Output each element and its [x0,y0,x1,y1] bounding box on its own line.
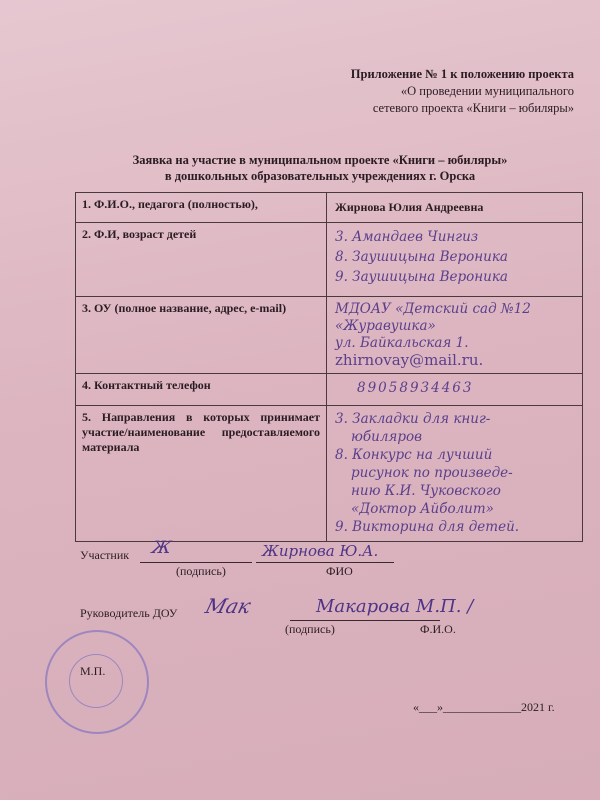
children-list [327,223,583,297]
direction-line: «Доктор Айболит» [351,501,494,517]
title-line: в дошкольных образовательных учреждениях г. Орска [164,169,476,183]
head-name-line [290,620,440,621]
name-caption: ФИО [326,564,353,578]
row-label: 5. Направления в которых принимает участие/наименование предоставляемого материала [76,406,327,542]
phone-number: 89058934463 [327,374,583,406]
stamp-emblem [69,654,123,708]
name-caption: Ф.И.О. [420,622,456,636]
head-label: Руководитель ДОУ [80,606,178,620]
signature-caption: (подпись) [176,564,226,578]
direction-line: 3. Закладки для книг- [335,411,491,427]
appendix-header [351,66,574,117]
direction-line: рисунок по произведе- [351,465,513,481]
table-row [76,297,583,374]
child-entry: 9. Заушицына Вероника [335,269,508,285]
institution-line: МДОАУ «Детский сад №12 [335,301,531,317]
date-field: «___»_____________2021 г. [413,700,555,714]
row-label: 2. Ф.И, возраст детей [76,223,327,297]
table-row [76,374,583,406]
table-row [76,406,583,542]
participant-label: Участник [80,548,130,562]
title-line: Заявка на участие в муниципальном проекте «Книги – юбиляры» [132,153,508,167]
application-table [75,192,583,542]
table-row [76,193,583,223]
header-line: Приложение № 1 к положению проекта [350,67,574,81]
participant-signature-line [140,562,252,563]
direction-line: 9. Викторина для детей. [335,519,520,535]
participant-signature: Ж [150,538,173,558]
directions-list [327,406,583,542]
institution-info [327,297,583,374]
document-title [0,152,600,184]
row-label: 4. Контактный телефон [76,374,327,406]
child-entry: 3. Амандаев Чингиз [335,229,479,245]
head-signature: Мак [202,594,254,618]
institution-email: zhirnovay@mail.ru. [335,351,484,369]
participant-name-line [256,562,394,563]
direction-line: нию К.И. Чуковского [351,483,501,499]
table-row [76,223,583,297]
child-entry: 8. Заушицына Вероника [335,249,508,265]
header-line: сетевого проекта «Книги – юбиляры» [372,101,574,115]
official-stamp [45,630,149,734]
row-label: 1. Ф.И.О., педагога (полностью), [76,193,327,223]
institution-line: ул. Байкальская 1. [335,335,469,351]
direction-line: юбиляров [351,429,422,445]
participant-name: Жирнова Ю.А. [262,542,379,560]
signature-caption: (подпись) [285,622,335,636]
header-line: «О проведении муниципального [400,84,574,98]
direction-line: 8. Конкурс на лучший [335,447,493,463]
teacher-name: Жирнова Юлия Андреевна [327,193,583,223]
head-name: Макарова М.П. / [316,596,474,617]
institution-line: «Журавушка» [335,318,436,334]
stamp-place-label: М.П. [80,664,106,678]
row-label: 3. ОУ (полное название, адрес, e-mail) [76,297,327,374]
